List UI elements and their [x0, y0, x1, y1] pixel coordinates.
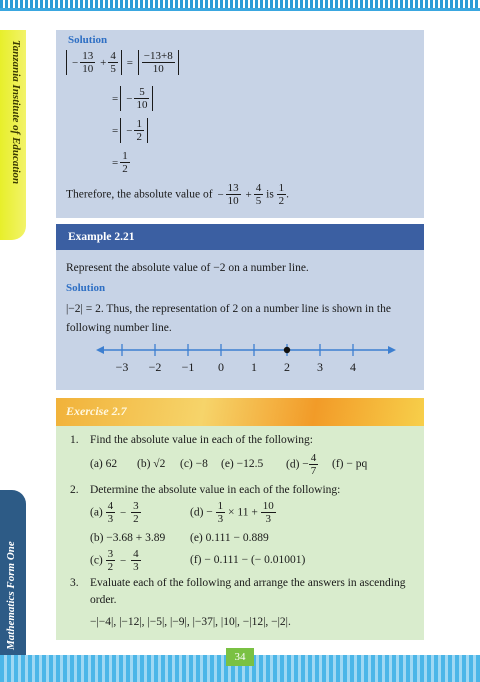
number-line-tick-label: −3: [115, 360, 129, 374]
q1-text: Find the absolute value in each of the following:: [90, 434, 313, 446]
number-line-tick-label: −1: [181, 360, 195, 374]
q2-a: (a) $\frac{4}{3}$ − $\frac{3}{2}$: [90, 500, 139, 525]
q1-number: 1.: [70, 434, 79, 446]
q1-f: (f) − pq: [332, 458, 368, 470]
q2-number: 2.: [70, 484, 79, 496]
q3-list: −|−4|, |−12|, |−5|, |−9|, |−37|, |10|, −|12|, −|2|.: [90, 616, 291, 628]
solution-line-3: = − $\frac{1}{2}$: [110, 118, 148, 143]
q2-c: (c) $\frac{3}{2}$ − $\frac{4}{3}$: [90, 548, 139, 573]
sidebar-publisher-label: Tanzania Institute of Education: [10, 40, 22, 185]
number-line-marked-point: [284, 347, 290, 353]
sidebar-book-label: Mathematics Form One: [5, 541, 17, 650]
top-decorative-band: [0, 0, 480, 8]
q2-e: (e) 0.111 − 0.889: [190, 532, 269, 544]
q1-e: (e) −12.5: [221, 458, 264, 470]
q3-text-line-2: order.: [90, 594, 117, 606]
q2-d: (d) − $\frac{1}{3}$ × 11 + $\frac{10}{3}$: [190, 500, 274, 525]
solution-heading: Solution: [68, 34, 108, 46]
q3-number: 3.: [70, 577, 79, 589]
page-number: 34: [226, 648, 254, 666]
q1-a: (a) 62: [90, 458, 118, 470]
example-answer-line-1: |−2| = 2. Thus, the representation of 2 on a number line is shown in the: [66, 303, 391, 315]
number-line-tick-label: 3: [317, 360, 323, 374]
q2-f: (f) − 0.111 − (− 0.01001): [190, 554, 306, 566]
q2-b: (b) −3.68 + 3.89: [90, 532, 166, 544]
number-line: [96, 338, 396, 374]
q1-d: (d) − $\frac{4}{7}$: [286, 452, 317, 477]
q2-text: Determine the absolute value in each of the following:: [90, 484, 341, 496]
example-solution-label: Solution: [66, 282, 106, 294]
left-arrow-icon: [96, 346, 104, 354]
right-arrow-icon: [388, 346, 396, 354]
example-question: Represent the absolute value of −2 on a number line.: [66, 262, 309, 274]
solution-line-2: = − $\frac{5}{10}$: [110, 86, 153, 111]
q3-text-line-1: Evaluate each of the following and arrange the answers in ascending: [90, 577, 406, 589]
example-title: Example 2.21: [68, 231, 135, 243]
number-line-tick-label: 4: [350, 360, 356, 374]
solution-line-4: = $\frac{1}{2}$: [112, 150, 128, 175]
number-line-tick-label: 2: [284, 360, 290, 374]
q1-b: (b) √2: [137, 458, 166, 470]
example-answer-line-2: following number line.: [66, 322, 172, 334]
exercise-title: Exercise 2.7: [66, 404, 127, 418]
number-line-tick-label: 1: [251, 360, 257, 374]
top-decorative-stripe: [0, 8, 480, 11]
number-line-tick-label: 0: [218, 360, 224, 374]
solution-conclusion: Therefore, the absolute value of − $\frac{13}{10}$ + $\frac{4}{5}$ is $\frac{1}{2}$ .: [66, 182, 290, 207]
solution-line-1: − $\frac{13}{10}$ + $\frac{4}{5}$ = $\frac{-13+8}{10}$: [66, 50, 179, 75]
number-line-tick-label: −2: [148, 360, 162, 374]
q1-c: (c) −8: [180, 458, 208, 470]
